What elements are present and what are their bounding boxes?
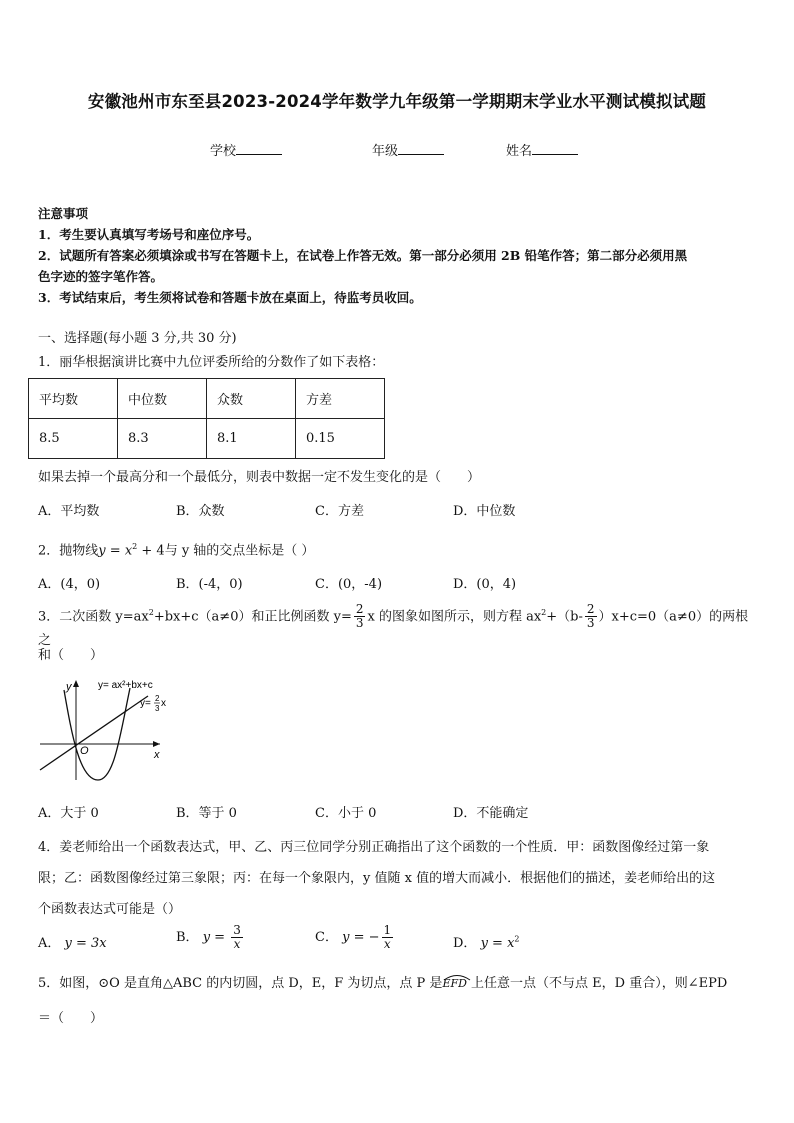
parabola-curve	[64, 688, 130, 780]
q1-option-b[interactable]: B．众数	[176, 504, 225, 519]
graph-line-label-post: x	[161, 698, 166, 709]
q1-option-a[interactable]: A．平均数	[38, 504, 100, 519]
table-cell: 8.5	[29, 419, 118, 459]
q4-line: 限；乙：函数图像经过第三象限；丙：在每一个象限内，y 值随 x 值的增大而减小．根据他们的描述，姜老师给出的这	[38, 871, 716, 886]
table-cell: 8.1	[207, 419, 296, 459]
q1-option-d[interactable]: D．中位数	[453, 504, 516, 519]
q4-option-d-pre: y = x	[480, 936, 515, 951]
q2-formula-x: x	[124, 543, 133, 559]
q4-option-b-label: B．	[176, 930, 199, 945]
graph-line-label-den: 3	[155, 704, 160, 713]
exam-title: 安徽池州市东至县2023-2024学年数学九年级第一学期期末学业水平测试模拟试题	[87, 92, 707, 111]
q3-mid2: x 的图象如图所示，则方程 ax	[367, 609, 542, 625]
q4-option-a-label: A．	[38, 936, 61, 951]
q3-frac-denominator: 3	[355, 616, 364, 631]
q2-pre: 2．抛物线	[38, 543, 99, 559]
q5-arc-text: EFD	[442, 977, 467, 990]
q3-function-graph	[36, 676, 166, 786]
q3-sup2: 2	[541, 608, 547, 617]
q4-stem	[38, 832, 760, 925]
table-row	[29, 379, 385, 419]
q4-option-c-pre: y = −	[342, 930, 380, 945]
q5-line2: ＝（ ）	[38, 1011, 104, 1026]
table-header-cell: 中位数	[118, 379, 207, 419]
q3-mid4: ）x+c=0（a≠0）的两根之	[38, 609, 749, 649]
q4-c-numerator: 1	[383, 923, 392, 937]
graph-x-label: x	[154, 749, 160, 761]
name-label: 姓名	[506, 144, 533, 159]
q2-options	[38, 573, 758, 593]
q1-stem: 1．丽华根据演讲比赛中九位评委所给的分数作了如下表格：	[38, 355, 385, 370]
q2-option-a[interactable]: A．(4，0)	[38, 577, 101, 592]
q4-option-d-sup: 2	[514, 934, 520, 944]
table-cell: 0.15	[296, 419, 385, 459]
q2-formula-rest: + 4	[137, 543, 165, 559]
q2-post: 与 y 轴的交点坐标是（ ）	[164, 543, 315, 559]
q2-option-d[interactable]: D．(0，4)	[453, 577, 517, 592]
q4-option-a[interactable]	[38, 932, 107, 951]
notes-block	[38, 203, 758, 308]
name-blank[interactable]	[532, 142, 578, 155]
q4-option-b-fraction	[231, 924, 243, 951]
note-item: 3．考试结束后，考生须将试卷和答题卡放在桌面上，待监考员收回。	[38, 290, 422, 305]
q3-frac-numerator: 2	[355, 602, 364, 617]
q1-option-c[interactable]: C．方差	[315, 504, 364, 519]
graph-y-label: y	[66, 681, 72, 693]
q3-option-d[interactable]: D．不能确定	[453, 806, 529, 821]
q4-option-a-formula: y = 3x	[64, 936, 107, 951]
q2-option-c[interactable]: C．(0，-4)	[315, 577, 383, 592]
q3-stem-line2: 和（ ）	[38, 648, 104, 663]
q3-option-b[interactable]: B．等于 0	[176, 806, 237, 821]
grade-blank[interactable]	[398, 142, 444, 155]
note-item: 2．试题所有答案必须填涂或书写在答题卡上，在试卷上作答无效。第一部分必须用 2B 铅笔作答；第二部分必须用黑	[38, 248, 688, 263]
table-header-cell: 平均数	[29, 379, 118, 419]
q4-option-c[interactable]	[315, 924, 395, 951]
q1-options	[38, 500, 758, 520]
q3-mid1: +bx+c（a≠0）和正比例函数 y=	[153, 609, 352, 625]
school-blank[interactable]	[236, 142, 282, 155]
y-axis-arrow	[73, 680, 79, 687]
q4-option-c-fraction	[382, 924, 394, 951]
table-header-cell: 众数	[207, 379, 296, 419]
q2-formula-y: y	[98, 543, 106, 559]
q1-question: 如果去掉一个最高分和一个最低分，则表中数据一定不发生变化的是（ ）	[38, 470, 481, 485]
school-label: 学校	[210, 144, 237, 159]
q4-b-denominator: x	[233, 937, 241, 951]
note-item: 1．考生要认真填写考场号和座位序号。	[38, 227, 260, 242]
school-field[interactable]	[210, 140, 282, 159]
q2-stem	[38, 536, 760, 562]
q3-frac2-denominator: 3	[586, 616, 595, 631]
q3-sup: 2	[148, 608, 154, 617]
q2-formula-exp: 2	[132, 542, 138, 551]
q3-mid3: +（b-	[546, 609, 583, 625]
q3-pre: 3．二次函数 y=ax	[38, 609, 149, 625]
student-info-fields	[0, 140, 794, 160]
arc-symbol-icon	[442, 973, 472, 981]
q4-line: 个函数表达式可能是（）	[38, 902, 182, 917]
q4-options	[38, 923, 758, 960]
graph-line-label-pre: y=	[140, 698, 151, 709]
name-field[interactable]	[506, 140, 578, 159]
q4-option-b-pre: y =	[202, 930, 230, 945]
notes-heading: 注意事项	[38, 206, 89, 221]
table-header-cell: 方差	[296, 379, 385, 419]
graph-origin-label: O	[80, 745, 89, 757]
q1-score-table	[28, 378, 385, 459]
q5-line1: 5．如图，⊙O 是直角△ABC 的内切圆，点 D，E，F 为切点，点 P 是	[38, 976, 443, 991]
graph-line-label-num: 2	[155, 694, 160, 703]
q5-arc-label	[442, 977, 466, 990]
q2-option-b[interactable]: B．(-4，0)	[176, 577, 243, 592]
table-cell: 8.3	[118, 419, 207, 459]
q4-option-b[interactable]	[176, 924, 245, 951]
q2-formula-eq: =	[105, 543, 125, 559]
section-heading: 一、选择题(每小题 3 分,共 30 分)	[38, 331, 237, 346]
note-item: 色字迹的签字笔作答。	[38, 269, 164, 284]
grade-field[interactable]	[372, 140, 444, 159]
q3-frac2-numerator: 2	[586, 602, 595, 617]
q3-option-a[interactable]: A．大于 0	[38, 806, 99, 821]
q3-option-c[interactable]: C．小于 0	[315, 806, 377, 821]
q4-b-numerator: 3	[233, 923, 241, 937]
q5-line1-post: 上任意一点（不与点 E，D 重合），则∠EPD	[466, 976, 728, 991]
q4-c-denominator: x	[383, 937, 391, 951]
table-row	[29, 419, 385, 459]
q4-option-d-label: D．	[453, 936, 477, 951]
grade-label: 年级	[372, 144, 399, 159]
proportional-line	[40, 696, 148, 770]
q4-line: 4．姜老师给出一个函数表达式，甲、乙、丙三位同学分别正确指出了这个函数的一个性质．甲：函数图像经过第一象	[38, 840, 710, 855]
q4-option-c-label: C．	[315, 930, 338, 945]
q3-fraction-2	[585, 603, 597, 630]
graph-curve-label: y= ax²+bx+c	[98, 680, 153, 691]
q5-stem	[38, 973, 760, 995]
q3-fraction	[354, 603, 366, 630]
x-axis-arrow	[153, 741, 160, 747]
q4-option-d[interactable]	[453, 932, 520, 951]
q3-options	[38, 802, 758, 822]
